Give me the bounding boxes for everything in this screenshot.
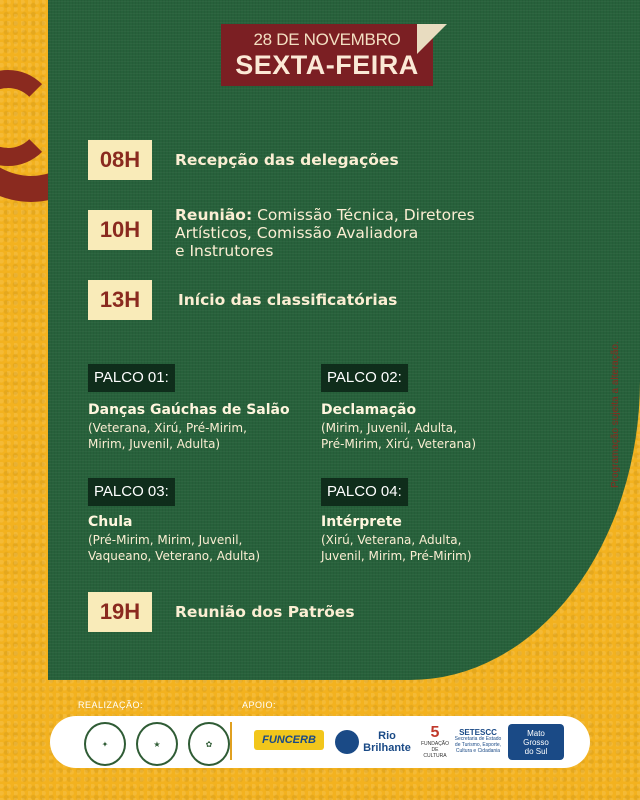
fundacao-cultura-number: 5 [430, 724, 440, 741]
setescc-title: SETESCC [459, 728, 497, 737]
time-badge-13h: 13H [88, 280, 152, 320]
stage-divisions [88, 532, 260, 564]
stage-divisions-line: (Pré-Mirim, Mirim, Juvenil, [88, 533, 243, 547]
stage-divisions [321, 420, 476, 452]
stage-divisions-line: Pré-Mirim, Xirú, Veterana) [321, 437, 477, 451]
stage-label: PALCO 01: [88, 364, 175, 392]
date-header [221, 24, 433, 86]
time-badge-08h: 08H [88, 140, 152, 180]
rio-brilhante-line1: Rio [378, 730, 396, 742]
stage-divisions [88, 420, 247, 452]
apoio-label: APOIO: [242, 700, 277, 710]
ms-line3: do Sul [524, 746, 548, 756]
stage-category: Declamação [321, 402, 417, 418]
fundacao-cultura-text: FUNDAÇÃO DE CULTURA [420, 741, 450, 759]
ms-line2: Grosso [523, 737, 549, 747]
stage-label: PALCO 02: [321, 364, 408, 392]
event-title-text: Recepção das delegações [175, 151, 399, 169]
event-meeting-title: Reunião: [175, 206, 253, 224]
stage-divisions-line: (Mirim, Juvenil, Adulta, [321, 421, 457, 435]
event-meeting [175, 206, 475, 260]
stage-divisions-line: Vaqueano, Veterano, Adulta) [88, 549, 261, 563]
disclaimer-note: Programação sujeita a alteração. [610, 341, 621, 488]
organizer-logo-3: ✿ [188, 722, 230, 766]
stage-label: PALCO 03: [88, 478, 175, 506]
time-badge-19h: 19H [88, 592, 152, 632]
rio-brilhante-logo [332, 724, 414, 760]
event-meeting-detail-3: e Instrutores [175, 242, 274, 260]
date-text: 28 DE NOVEMBRO [253, 30, 401, 49]
event-title-text: Início das classificatórias [178, 291, 398, 309]
stage-category: Chula [88, 514, 133, 530]
sponsor-divider [230, 722, 232, 760]
schedule-panel [48, 0, 640, 680]
stage-category: Danças Gaúchas de Salão [88, 402, 290, 418]
funcerb-logo: FUNCERB [254, 730, 324, 750]
ms-line1: Mato [527, 728, 545, 738]
stage-divisions [321, 532, 472, 564]
rio-brilhante-line2: Brilhante [363, 742, 411, 754]
realizacao-label: REALIZAÇÃO: [78, 700, 144, 710]
stage-category: Intérprete [321, 514, 402, 530]
event-title [175, 151, 399, 169]
weekday-text: SEXTA-FEIRA [235, 50, 419, 80]
page-curl-icon [417, 24, 447, 54]
event-title [178, 291, 397, 309]
time-badge-10h: 10H [88, 210, 152, 250]
event-meeting-detail-2: Artísticos, Comissão Avaliadora [175, 224, 419, 242]
stage-divisions-line: Juvenil, Mirim, Pré-Mirim) [321, 549, 472, 563]
event-meeting-line1 [175, 206, 475, 224]
mato-grosso-do-sul-text [523, 729, 549, 756]
setescc-logo [452, 724, 504, 760]
organizer-logo-1: ✦ [84, 722, 126, 766]
stage-divisions-line: (Veterana, Xirú, Pré-Mirim, [88, 421, 247, 435]
organizer-logo-2: ★ [136, 722, 178, 766]
fundacao-cultura-logo [420, 724, 450, 760]
stage-divisions-line: (Xirú, Veterana, Adulta, [321, 533, 462, 547]
event-title-text: Reunião dos Patrões [175, 603, 355, 621]
stage-label: PALCO 04: [321, 478, 408, 506]
setescc-text: Secretaria de Estado de Turismo, Esporte, Cultura e Cidadania [454, 736, 502, 754]
mato-grosso-do-sul-logo [508, 724, 564, 760]
event-meeting-detail-1: Comissão Técnica, Diretores [257, 206, 475, 224]
stage-divisions-line: Mirim, Juvenil, Adulta) [88, 437, 221, 451]
city-seal-icon [335, 730, 359, 754]
event-title [175, 603, 355, 621]
rio-brilhante-text [363, 730, 411, 754]
